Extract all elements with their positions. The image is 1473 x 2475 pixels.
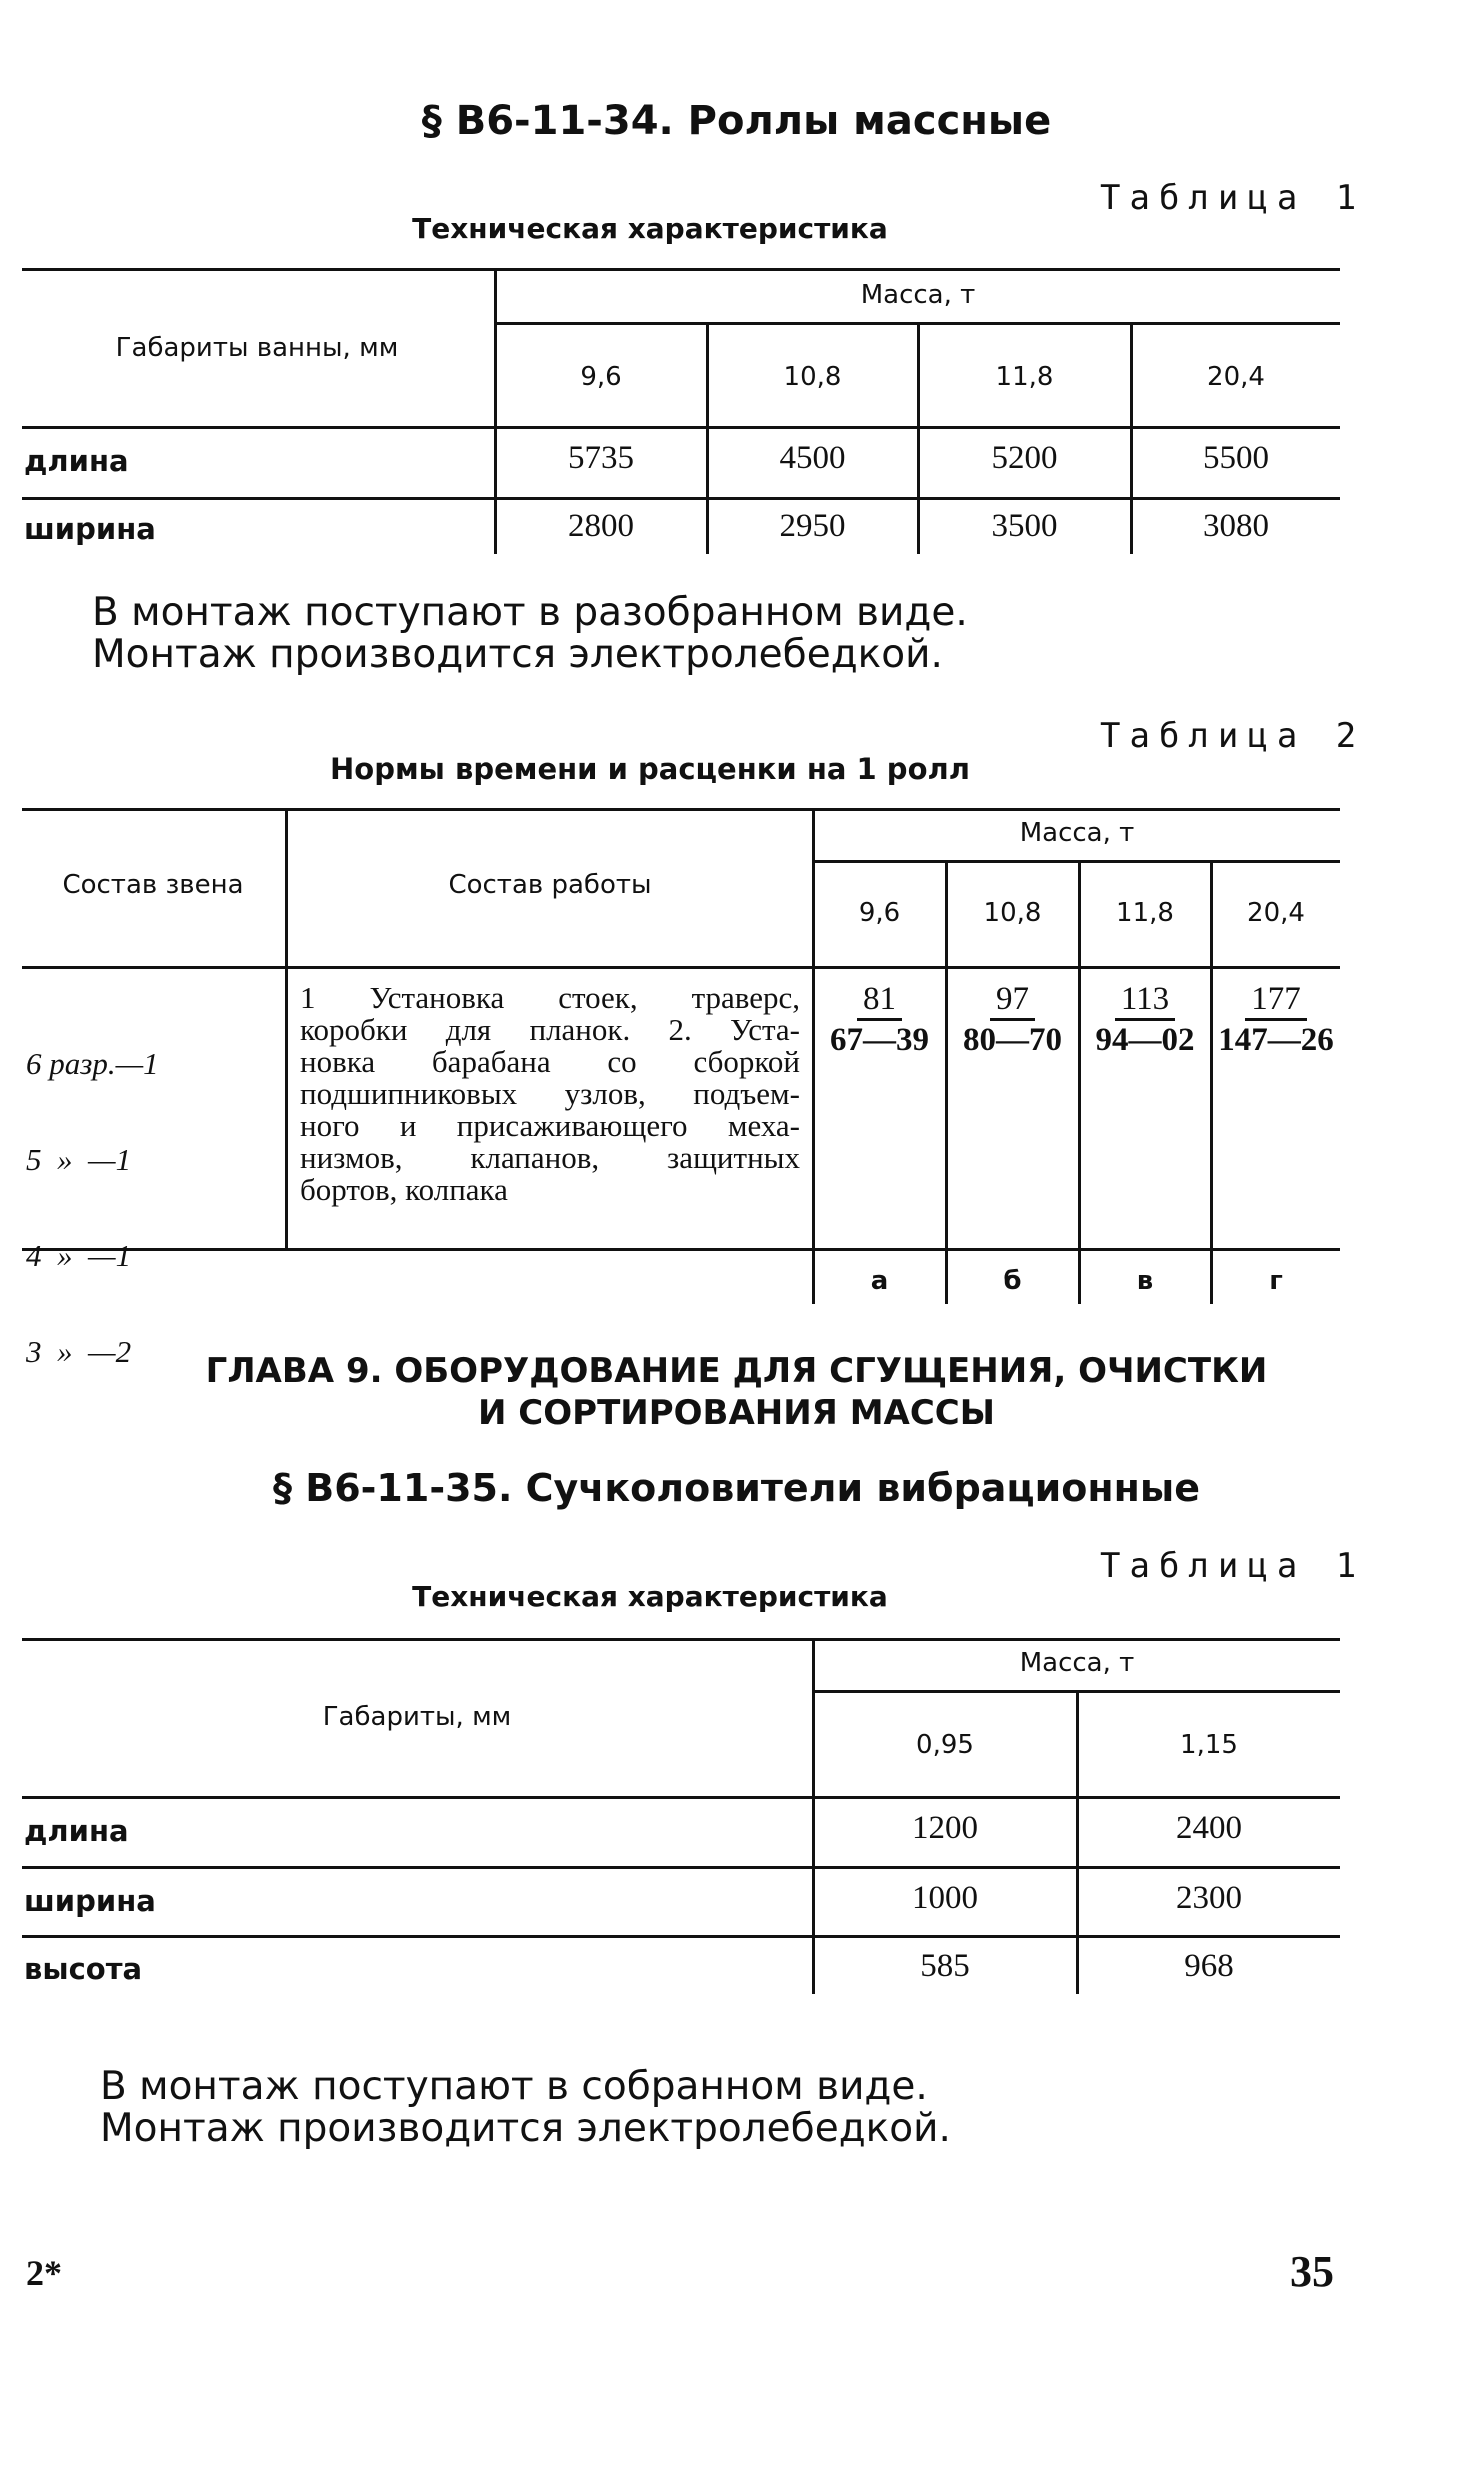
column-header-work: Состав работы [448,870,652,900]
column-header: 0,95 [916,1730,974,1760]
column-header: 11,8 [995,362,1054,392]
work-line: бортов, колпака [300,1172,508,1207]
note-line: Монтаж производится электролебедкой. [100,2106,951,2151]
column-letter: в [1136,1266,1154,1296]
column-header-crew: Состав звена [62,870,244,900]
table-cell: 2950 [779,508,846,544]
crew-line: 5 » —1 [26,1142,132,1177]
signature-mark: 2* [26,2253,62,2293]
norm-fraction [814,980,945,1059]
group-header-mass: Масса, т [860,280,976,310]
table-cell: 4500 [779,440,846,476]
price-norm: 147—26 [1218,1022,1334,1058]
table-cell: 5200 [991,440,1058,476]
norm-fraction [1080,980,1210,1059]
table-label: Таблица 2 [1100,716,1366,756]
time-norm: 113 [1115,980,1175,1021]
chapter-line: И СОРТИРОВАНИЯ МАССЫ [478,1393,995,1433]
column-letter: г [1269,1266,1283,1296]
column-letter: б [1003,1266,1022,1296]
chapter-line: ГЛАВА 9. ОБОРУДОВАНИЕ ДЛЯ СГУЩЕНИЯ, ОЧИСТКИ [205,1351,1268,1391]
table-cell: 5735 [568,440,634,476]
table-label: Таблица 1 [1100,178,1366,218]
row-header: Габариты, мм [322,1702,512,1732]
column-header: 20,4 [1247,898,1305,928]
table-cell: 3500 [991,508,1058,544]
chapter-heading [0,1350,1473,1434]
column-header: 9,6 [580,362,622,392]
page-number: 35 [1290,2247,1334,2296]
column-header: 9,6 [858,898,901,928]
work-line: коробки для планок. 2. Уста- [300,1012,800,1047]
table-cell: 1200 [912,1810,978,1846]
row-label: ширина [24,1884,156,1918]
section-title-b6-11-35: § В6-11-35. Сучколовители вибрационные [273,1466,1200,1510]
norm-fraction [947,980,1078,1059]
column-header: 10,8 [983,898,1042,928]
table-cell: 968 [1184,1948,1234,1984]
table-cell: 5500 [1203,440,1269,476]
group-header-mass: Масса, т [1019,818,1135,848]
price-norm: 94—02 [1095,1022,1195,1058]
price-norm: 67—39 [830,1022,929,1058]
work-line: 1 Установка стоек, траверс, [300,980,800,1015]
time-norm: 97 [990,980,1035,1021]
time-norm: 177 [1245,980,1307,1021]
table-cell: 2300 [1176,1880,1242,1916]
row-label: высота [24,1952,143,1986]
table-caption: Нормы времени и расценки на 1 ролл [330,752,970,786]
crew-line: 4 » —1 [26,1238,132,1273]
table-caption: Техническая характеристика [412,1580,888,1613]
time-norm: 81 [857,980,902,1021]
work-line: новка барабана со сборкой [300,1044,800,1079]
note-line: Монтаж производится электролебедкой. [92,632,943,677]
table-label: Таблица 1 [1100,1546,1366,1586]
column-header: 11,8 [1116,898,1174,928]
table-caption: Техническая характеристика [412,212,888,245]
price-norm: 80—70 [963,1022,1062,1058]
group-header-mass: Масса, т [1019,1648,1135,1678]
work-description [300,982,800,1206]
note-line: В монтаж поступают в собранном виде. [100,2064,928,2109]
row-label: длина [24,1814,129,1848]
norm-fraction [1212,980,1340,1059]
crew-line: 6 разр.—1 [26,1046,159,1081]
crew-line: 3 » —2 [26,1334,132,1369]
work-line: ного и присаживающего меха- [300,1108,800,1143]
row-label: ширина [24,512,156,546]
note-paragraph [92,592,968,676]
column-letter: а [870,1266,889,1296]
work-line: низмов, клапанов, защитных [300,1140,800,1175]
row-label: длина [24,444,129,478]
table-cell: 2400 [1176,1810,1242,1846]
row-header: Габариты ванны, мм [115,333,399,363]
section-title-b6-11-34: § В6-11-34. Роллы массные [421,98,1052,144]
column-header: 10,8 [783,362,842,392]
note-line: В монтаж поступают в разобранном виде. [92,590,968,635]
column-header: 1,15 [1180,1730,1238,1760]
column-header: 20,4 [1207,362,1265,392]
table-cell: 585 [920,1948,970,1984]
table-cell: 1000 [912,1880,978,1916]
work-line: подшипниковых узлов, подъем- [300,1076,800,1111]
note-paragraph [100,2066,951,2150]
table-cell: 2800 [568,508,634,544]
table-cell: 3080 [1203,508,1269,544]
